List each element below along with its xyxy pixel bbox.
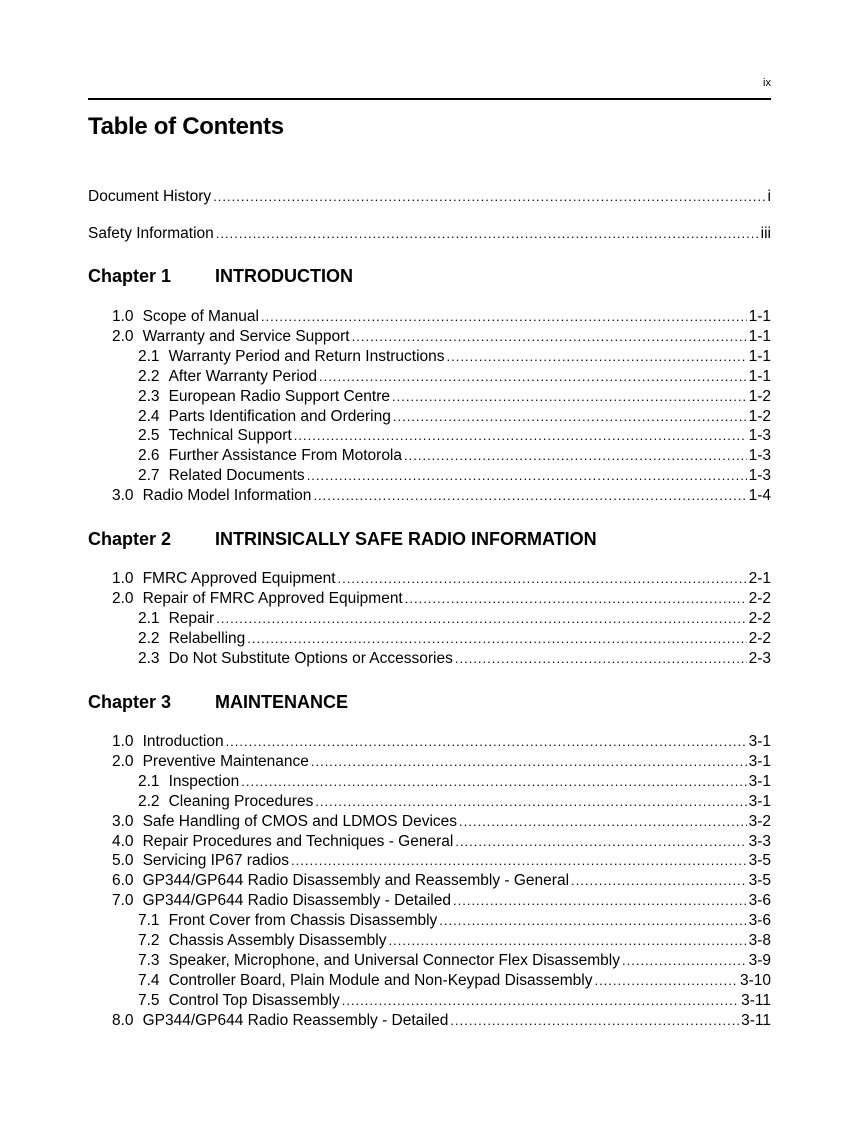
leader-dots: [261, 307, 747, 327]
entry-page: 3-9: [748, 952, 771, 969]
toc-subsection[interactable]: [138, 911, 771, 931]
toc-entry[interactable]: [88, 224, 771, 244]
leader-dots: [216, 609, 746, 629]
entry-page: 1-3: [748, 467, 771, 484]
toc-subsection[interactable]: [138, 387, 771, 407]
entry-title: Radio Model Information: [142, 487, 312, 504]
entry-page: 3-1: [748, 773, 771, 790]
toc-section[interactable]: [112, 327, 771, 347]
entry-number: 2.1: [138, 773, 160, 790]
entry-title: FMRC Approved Equipment: [142, 570, 336, 587]
table-of-contents: [88, 0, 771, 1122]
entry-number: 7.4: [138, 972, 160, 989]
entry-page: 3-5: [748, 852, 771, 869]
entry-title: Speaker, Microphone, and Universal Connector Flex Disassembly: [168, 952, 620, 969]
toc-entry[interactable]: [88, 187, 771, 207]
toc-subsection[interactable]: [138, 466, 771, 486]
leader-dots: [352, 327, 747, 347]
entry-number: 2.7: [138, 467, 160, 484]
leader-dots: [342, 991, 739, 1011]
entry-number: 2.3: [138, 388, 160, 405]
entry-page: i: [767, 188, 771, 205]
entry-number: 2.3: [138, 650, 160, 667]
leader-dots: [338, 569, 747, 589]
leader-dots: [226, 732, 747, 752]
entry-title: Controller Board, Plain Module and Non-Keypad Disassembly: [168, 972, 593, 989]
leader-dots: [389, 931, 747, 951]
toc-section[interactable]: [112, 832, 771, 852]
toc-section[interactable]: [112, 589, 771, 609]
entry-page: 2-2: [748, 610, 771, 627]
chapter-title: INTRODUCTION: [215, 266, 353, 286]
chapter-title: INTRINSICALLY SAFE RADIO INFORMATION: [215, 529, 597, 549]
entry-number: 1.0: [112, 308, 134, 325]
entry-title: GP344/GP644 Radio Reassembly - Detailed: [142, 1012, 449, 1029]
entry-page: 3-11: [741, 992, 771, 1009]
entry-title: Further Assistance From Motorola: [168, 447, 403, 464]
entry-number: 2.0: [112, 590, 134, 607]
leader-dots: [294, 426, 747, 446]
leader-dots: [571, 871, 747, 891]
toc-subsection[interactable]: [138, 991, 771, 1011]
leader-dots: [447, 347, 747, 367]
leader-dots: [392, 387, 747, 407]
entry-page: 3-11: [741, 1012, 771, 1029]
entry-number: 2.5: [138, 427, 160, 444]
toc-subsection[interactable]: [138, 347, 771, 367]
leader-dots: [594, 971, 738, 991]
leader-dots: [319, 367, 747, 387]
toc-subsection[interactable]: [138, 426, 771, 446]
entry-page: 2-3: [748, 650, 771, 667]
entry-page: 2-1: [748, 570, 771, 587]
entry-number: 1.0: [112, 570, 134, 587]
leader-dots: [455, 832, 746, 852]
toc-section[interactable]: [112, 732, 771, 752]
entry-title: GP344/GP644 Radio Disassembly and Reassembly - General: [142, 872, 570, 889]
entry-page: 1-4: [748, 487, 771, 504]
toc-section[interactable]: [112, 307, 771, 327]
leader-dots: [393, 407, 747, 427]
chapter-heading: [88, 266, 353, 287]
leader-dots: [404, 446, 747, 466]
entry-page: 3-6: [748, 912, 771, 929]
leader-dots: [439, 911, 746, 931]
entry-page: 1-2: [748, 388, 771, 405]
leader-dots: [459, 812, 747, 832]
entry-number: 2.1: [138, 610, 160, 627]
entry-number: 2.0: [112, 753, 134, 770]
entry-title: Repair Procedures and Techniques - General: [142, 833, 454, 850]
entry-title: Do Not Substitute Options or Accessories: [168, 650, 453, 667]
leader-dots: [216, 224, 759, 244]
entry-number: 1.0: [112, 733, 134, 750]
leader-dots: [405, 589, 747, 609]
entry-title: GP344/GP644 Radio Disassembly - Detailed: [142, 892, 451, 909]
entry-page: 1-3: [748, 447, 771, 464]
entry-title: Introduction: [142, 733, 224, 750]
entry-number: 5.0: [112, 852, 134, 869]
leader-dots: [311, 752, 747, 772]
entry-title: Warranty Period and Return Instructions: [168, 348, 445, 365]
toc-subsection[interactable]: [138, 772, 771, 792]
toc-subsection[interactable]: [138, 367, 771, 387]
entry-title: Parts Identification and Ordering: [168, 408, 391, 425]
entry-page: iii: [760, 225, 771, 242]
entry-number: 4.0: [112, 833, 134, 850]
toc-section[interactable]: [112, 569, 771, 589]
toc-subsection[interactable]: [138, 609, 771, 629]
entry-page: 3-6: [748, 892, 771, 909]
leader-dots: [313, 486, 746, 506]
chapter-heading: [88, 529, 597, 550]
leader-dots: [213, 187, 765, 207]
chapter-title: MAINTENANCE: [215, 692, 348, 712]
entry-page: 3-1: [748, 793, 771, 810]
entry-page: 3-8: [748, 932, 771, 949]
entry-number: 2.2: [138, 368, 160, 385]
entry-page: 1-3: [748, 427, 771, 444]
chapter-heading: [88, 692, 348, 713]
entry-page: 3-3: [748, 833, 771, 850]
entry-title: Safe Handling of CMOS and LDMOS Devices: [142, 813, 458, 830]
entry-number: 2.2: [138, 793, 160, 810]
entry-page: 1-1: [748, 368, 771, 385]
toc-section[interactable]: [112, 1011, 771, 1031]
toc-subsection[interactable]: [138, 629, 771, 649]
entry-page: 1-1: [748, 308, 771, 325]
toc-section[interactable]: [112, 851, 771, 871]
leader-dots: [307, 466, 747, 486]
chapter-number: Chapter 3: [88, 692, 172, 712]
leader-dots: [247, 629, 746, 649]
leader-dots: [453, 891, 747, 911]
entry-page: 3-2: [748, 813, 771, 830]
toc-section[interactable]: [112, 486, 771, 506]
entry-page: 1-1: [748, 348, 771, 365]
entry-title: After Warranty Period: [168, 368, 318, 385]
leader-dots: [450, 1011, 739, 1031]
entry-title: Cleaning Procedures: [168, 793, 314, 810]
entry-title: Safety Information: [88, 225, 214, 242]
entry-number: 7.1: [138, 912, 160, 929]
entry-title: Inspection: [168, 773, 240, 790]
entry-title: European Radio Support Centre: [168, 388, 391, 405]
entry-number: 2.0: [112, 328, 134, 345]
entry-page: 3-1: [748, 753, 771, 770]
toc-subsection[interactable]: [138, 951, 771, 971]
toc-section[interactable]: [112, 752, 771, 772]
leader-dots: [622, 951, 747, 971]
entry-number: 2.2: [138, 630, 160, 647]
entry-title: Repair: [168, 610, 215, 627]
entry-page: 2-2: [748, 630, 771, 647]
toc-section[interactable]: [112, 891, 771, 911]
chapter-number: Chapter 1: [88, 266, 172, 286]
entry-page: 2-2: [748, 590, 771, 607]
toc-subsection[interactable]: [138, 649, 771, 669]
entry-page: 3-1: [748, 733, 771, 750]
entry-number: 3.0: [112, 813, 134, 830]
entry-number: 2.4: [138, 408, 160, 425]
leader-dots: [291, 851, 747, 871]
entry-title: Control Top Disassembly: [168, 992, 340, 1009]
entry-title: Chassis Assembly Disassembly: [168, 932, 387, 949]
toc-subsection[interactable]: [138, 792, 771, 812]
entry-title: Related Documents: [168, 467, 305, 484]
chapter-number: Chapter 2: [88, 529, 172, 549]
entry-number: 2.6: [138, 447, 160, 464]
entry-title: Preventive Maintenance: [142, 753, 309, 770]
entry-title: Scope of Manual: [142, 308, 259, 325]
leader-dots: [455, 649, 747, 669]
entry-number: 7.0: [112, 892, 134, 909]
toc-subsection[interactable]: [138, 446, 771, 466]
leader-dots: [315, 792, 746, 812]
entry-number: 6.0: [112, 872, 134, 889]
toc-subsection[interactable]: [138, 931, 771, 951]
entry-number: 2.1: [138, 348, 160, 365]
page-title: Table of Contents: [88, 113, 284, 140]
entry-number: 3.0: [112, 487, 134, 504]
entry-title: Warranty and Service Support: [142, 328, 350, 345]
entry-number: 7.5: [138, 992, 160, 1009]
entry-page: 3-10: [739, 972, 771, 989]
entry-page: 3-5: [748, 872, 771, 889]
entry-title: Front Cover from Chassis Disassembly: [168, 912, 438, 929]
toc-subsection[interactable]: [138, 971, 771, 991]
toc-subsection[interactable]: [138, 407, 771, 427]
entry-number: 7.3: [138, 952, 160, 969]
toc-section[interactable]: [112, 871, 771, 891]
entry-page: 1-1: [748, 328, 771, 345]
entry-title: Relabelling: [168, 630, 246, 647]
entry-page: 1-2: [748, 408, 771, 425]
toc-section[interactable]: [112, 812, 771, 832]
entry-title: Technical Support: [168, 427, 292, 444]
entry-number: 7.2: [138, 932, 160, 949]
entry-title: Repair of FMRC Approved Equipment: [142, 590, 403, 607]
page-number: ix: [763, 77, 771, 89]
entry-title: Document History: [88, 188, 212, 205]
entry-title: Servicing IP67 radios: [142, 852, 290, 869]
leader-dots: [241, 772, 746, 792]
entry-number: 8.0: [112, 1012, 134, 1029]
